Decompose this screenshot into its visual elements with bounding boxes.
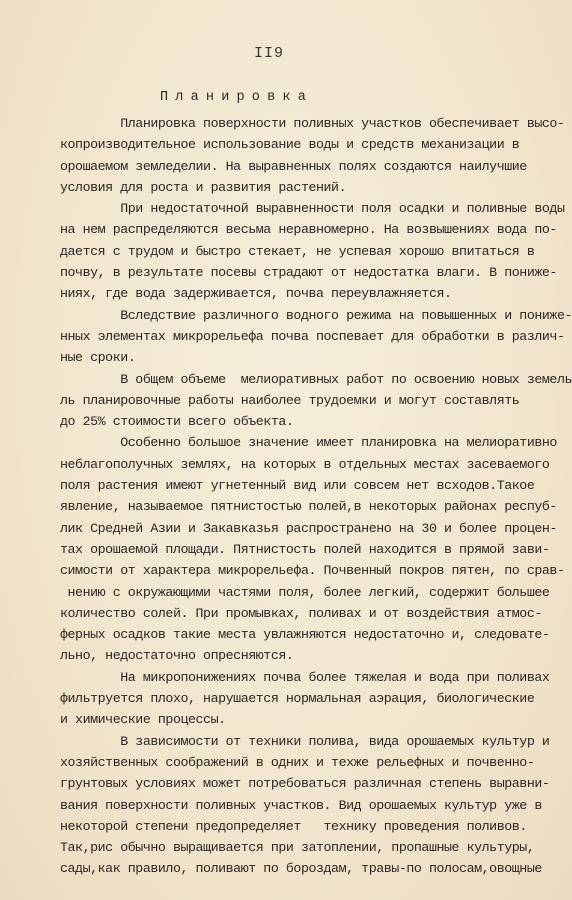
text-line: вания поверхности поливных участков. Вид орошаемых культур уже в bbox=[60, 797, 542, 813]
page-number: II9 bbox=[254, 45, 285, 62]
text-line: неблагополучных землях, на которых в отдельных местах засеваемого bbox=[60, 456, 550, 472]
text-line: почву, в результате посевы страдают от недостатка влаги. В пониже- bbox=[60, 265, 557, 281]
body-text bbox=[60, 113, 572, 880]
text-line: грунтовых условиях может потребоваться различная степень выравни- bbox=[60, 776, 550, 792]
text-line: на нем распределяются весьма неравномерно. На возвышениях вода по- bbox=[60, 222, 557, 238]
text-line: копроизводительное использование воды и средств механизации в bbox=[60, 137, 520, 153]
text-line: На микропонижениях почва более тяжелая и вода при поливах bbox=[60, 669, 550, 685]
section-heading: Планировка bbox=[160, 90, 314, 105]
text-line: некоторой степени предопределяет технику проведения поливов. bbox=[60, 818, 527, 834]
text-line: и химические процессы. bbox=[60, 712, 226, 728]
text-line: сады,как правило, поливают по бороздам, травы-по полосам,овощные bbox=[60, 861, 542, 877]
text-line: явление, называемое пятнистостью полей,в некоторых районах респуб- bbox=[60, 499, 557, 515]
text-line: Особенно большое значение имеет планировка на мелиоративно bbox=[60, 435, 557, 451]
text-line: В общем объеме мелиоративных работ по освоению новых земель bbox=[60, 371, 572, 387]
text-line: нных элементах микрорельефа почва поспевает для обработки в различ- bbox=[60, 328, 565, 344]
text-line: Вследствие различного водного режима на повышенных и пониже- bbox=[60, 307, 572, 323]
text-line: Так,рис обычно выращивается при затоплении, пропашные культуры, bbox=[60, 840, 535, 856]
text-line: В зависимости от техники полива, вида орошаемых культур и bbox=[60, 733, 550, 749]
text-line: количество солей. При промывках, поливах и от воздействия атмос- bbox=[60, 605, 542, 621]
text-line: хозяйственных соображений в одних и техже рельефных и почвенно- bbox=[60, 754, 535, 770]
text-line: тах орошаемой площади. Пятнистость полей находится в прямой зави- bbox=[60, 541, 550, 557]
text-line: Планировка поверхности поливных участков обеспечивает высо- bbox=[60, 116, 565, 131]
text-line: льно, недостаточно опресняются. bbox=[60, 648, 294, 664]
text-line: ные сроки. bbox=[60, 350, 136, 366]
text-line: до 25% стоимости всего объекта. bbox=[60, 414, 294, 430]
text-line: лик Средней Азии и Закавказья распространено на 30 и более процен- bbox=[60, 520, 557, 536]
text-line: фильтруется плохо, нарушается нормальная аэрация, биологические bbox=[60, 691, 535, 707]
text-line: При недостаточной выравненности поля осадки и поливные воды bbox=[60, 201, 565, 217]
text-line: симости от характера микрорельефа. Почвенный покров пятен, по срав- bbox=[60, 563, 565, 579]
text-line: ль планировочные работы наиболее трудоемки и могут составлять bbox=[60, 392, 520, 408]
text-line: орошаемом земледелии. На выравненных полях создаются наилучшие bbox=[60, 158, 527, 174]
text-line: дается с трудом и быстро стекает, не успевая хорошо впитаться в bbox=[60, 243, 535, 259]
text-line: поля растения имеют угнетенный вид или совсем нет всходов.Такое bbox=[60, 478, 535, 494]
text-line: нению с окружающими частями поля, более легкий, содержит большее bbox=[60, 584, 550, 600]
text-line: ниях, где вода задерживается, почва переувлажняется. bbox=[60, 286, 452, 302]
text-line: условия для роста и развития растений. bbox=[60, 179, 347, 195]
text-line: ферных осадков такие места увлажняются недостаточно и, следовате- bbox=[60, 627, 550, 643]
